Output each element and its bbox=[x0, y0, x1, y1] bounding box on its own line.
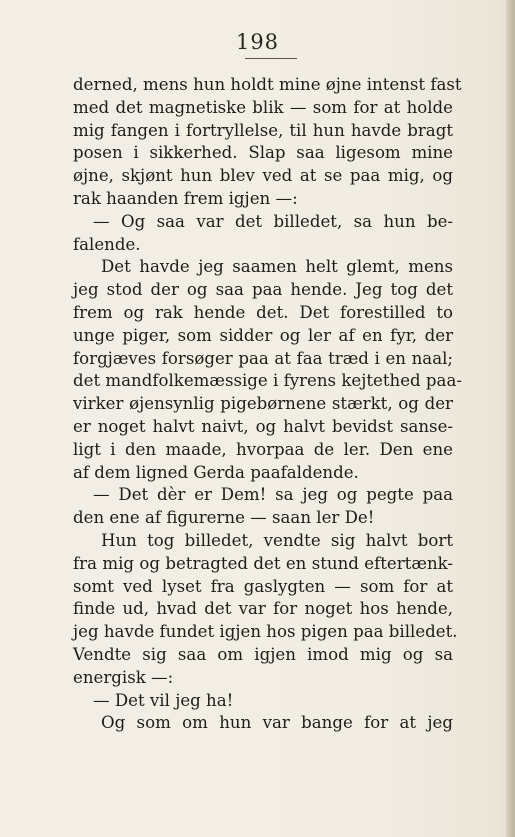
text-line: mig fangen i fortryllelse, til hun havde bragt bbox=[73, 120, 453, 140]
text-line: det mandfolkemæssige i fyrens kejtethed paa- bbox=[73, 371, 462, 391]
text-line: frem og rak hende det. Det forestilled to bbox=[73, 302, 453, 322]
text-line: Vendte sig saa om igjen imod mig og sa bbox=[73, 644, 453, 664]
text-line: somt ved lyset fra gaslygten — som for at bbox=[73, 576, 453, 596]
text-line: er noget halvt naivt, og halvt bevidst sanse- bbox=[73, 416, 453, 436]
text-line: — Og saa var det billedet, sa hun be- bbox=[93, 211, 453, 231]
text-line: energisk —: bbox=[73, 667, 174, 687]
text-line: falende. bbox=[73, 234, 141, 254]
text-line: Det havde jeg saamen helt glemt, mens bbox=[101, 257, 453, 277]
page-number: 198 bbox=[235, 30, 280, 54]
text-line: den ene af figurerne — saan ler De! bbox=[73, 508, 375, 528]
text-line: Hun tog billedet, vendte sig halvt bort bbox=[101, 530, 453, 550]
page-edge bbox=[506, 0, 515, 837]
text-line: fra mig og betragted det en stund eftertænk- bbox=[73, 553, 453, 573]
text-line: virker øjensynlig pigebørnene stærkt, og der bbox=[73, 394, 453, 414]
text-line: unge piger, som sidder og ler af en fyr, der bbox=[73, 325, 453, 345]
header-rule bbox=[245, 58, 297, 59]
text-line: — Det dèr er Dem! sa jeg og pegte paa bbox=[93, 485, 453, 505]
text-line: finde ud, hvad det var for noget hos hende, bbox=[73, 599, 453, 619]
body-text bbox=[73, 74, 462, 735]
text-line: øjne, skjønt hun blev ved at se paa mig, og bbox=[73, 166, 453, 186]
text-line: jeg havde fundet igjen hos pigen paa billedet. bbox=[73, 622, 458, 642]
text-line: ligt i den maade, hvorpaa de ler. Den ene bbox=[73, 439, 453, 459]
text-line: derned, mens hun holdt mine øjne intenst fast bbox=[73, 75, 462, 94]
text-line: posen i sikkerhed. Slap saa ligesom mine bbox=[73, 143, 453, 163]
text-line: af dem ligned Gerda paafaldende. bbox=[73, 462, 359, 482]
text-line: med det magnetiske blik — som for at holde bbox=[73, 97, 453, 117]
text-line: jeg stod der og saa paa hende. Jeg tog det bbox=[73, 280, 453, 300]
text-line: Og som om hun var bange for at jeg bbox=[101, 713, 453, 733]
text-line: rak haanden frem igjen —: bbox=[73, 188, 298, 208]
text-line: forgjæves forsøger paa at faa træd i en naal; bbox=[73, 348, 453, 368]
text-line: — Det vil jeg ha! bbox=[93, 690, 234, 710]
